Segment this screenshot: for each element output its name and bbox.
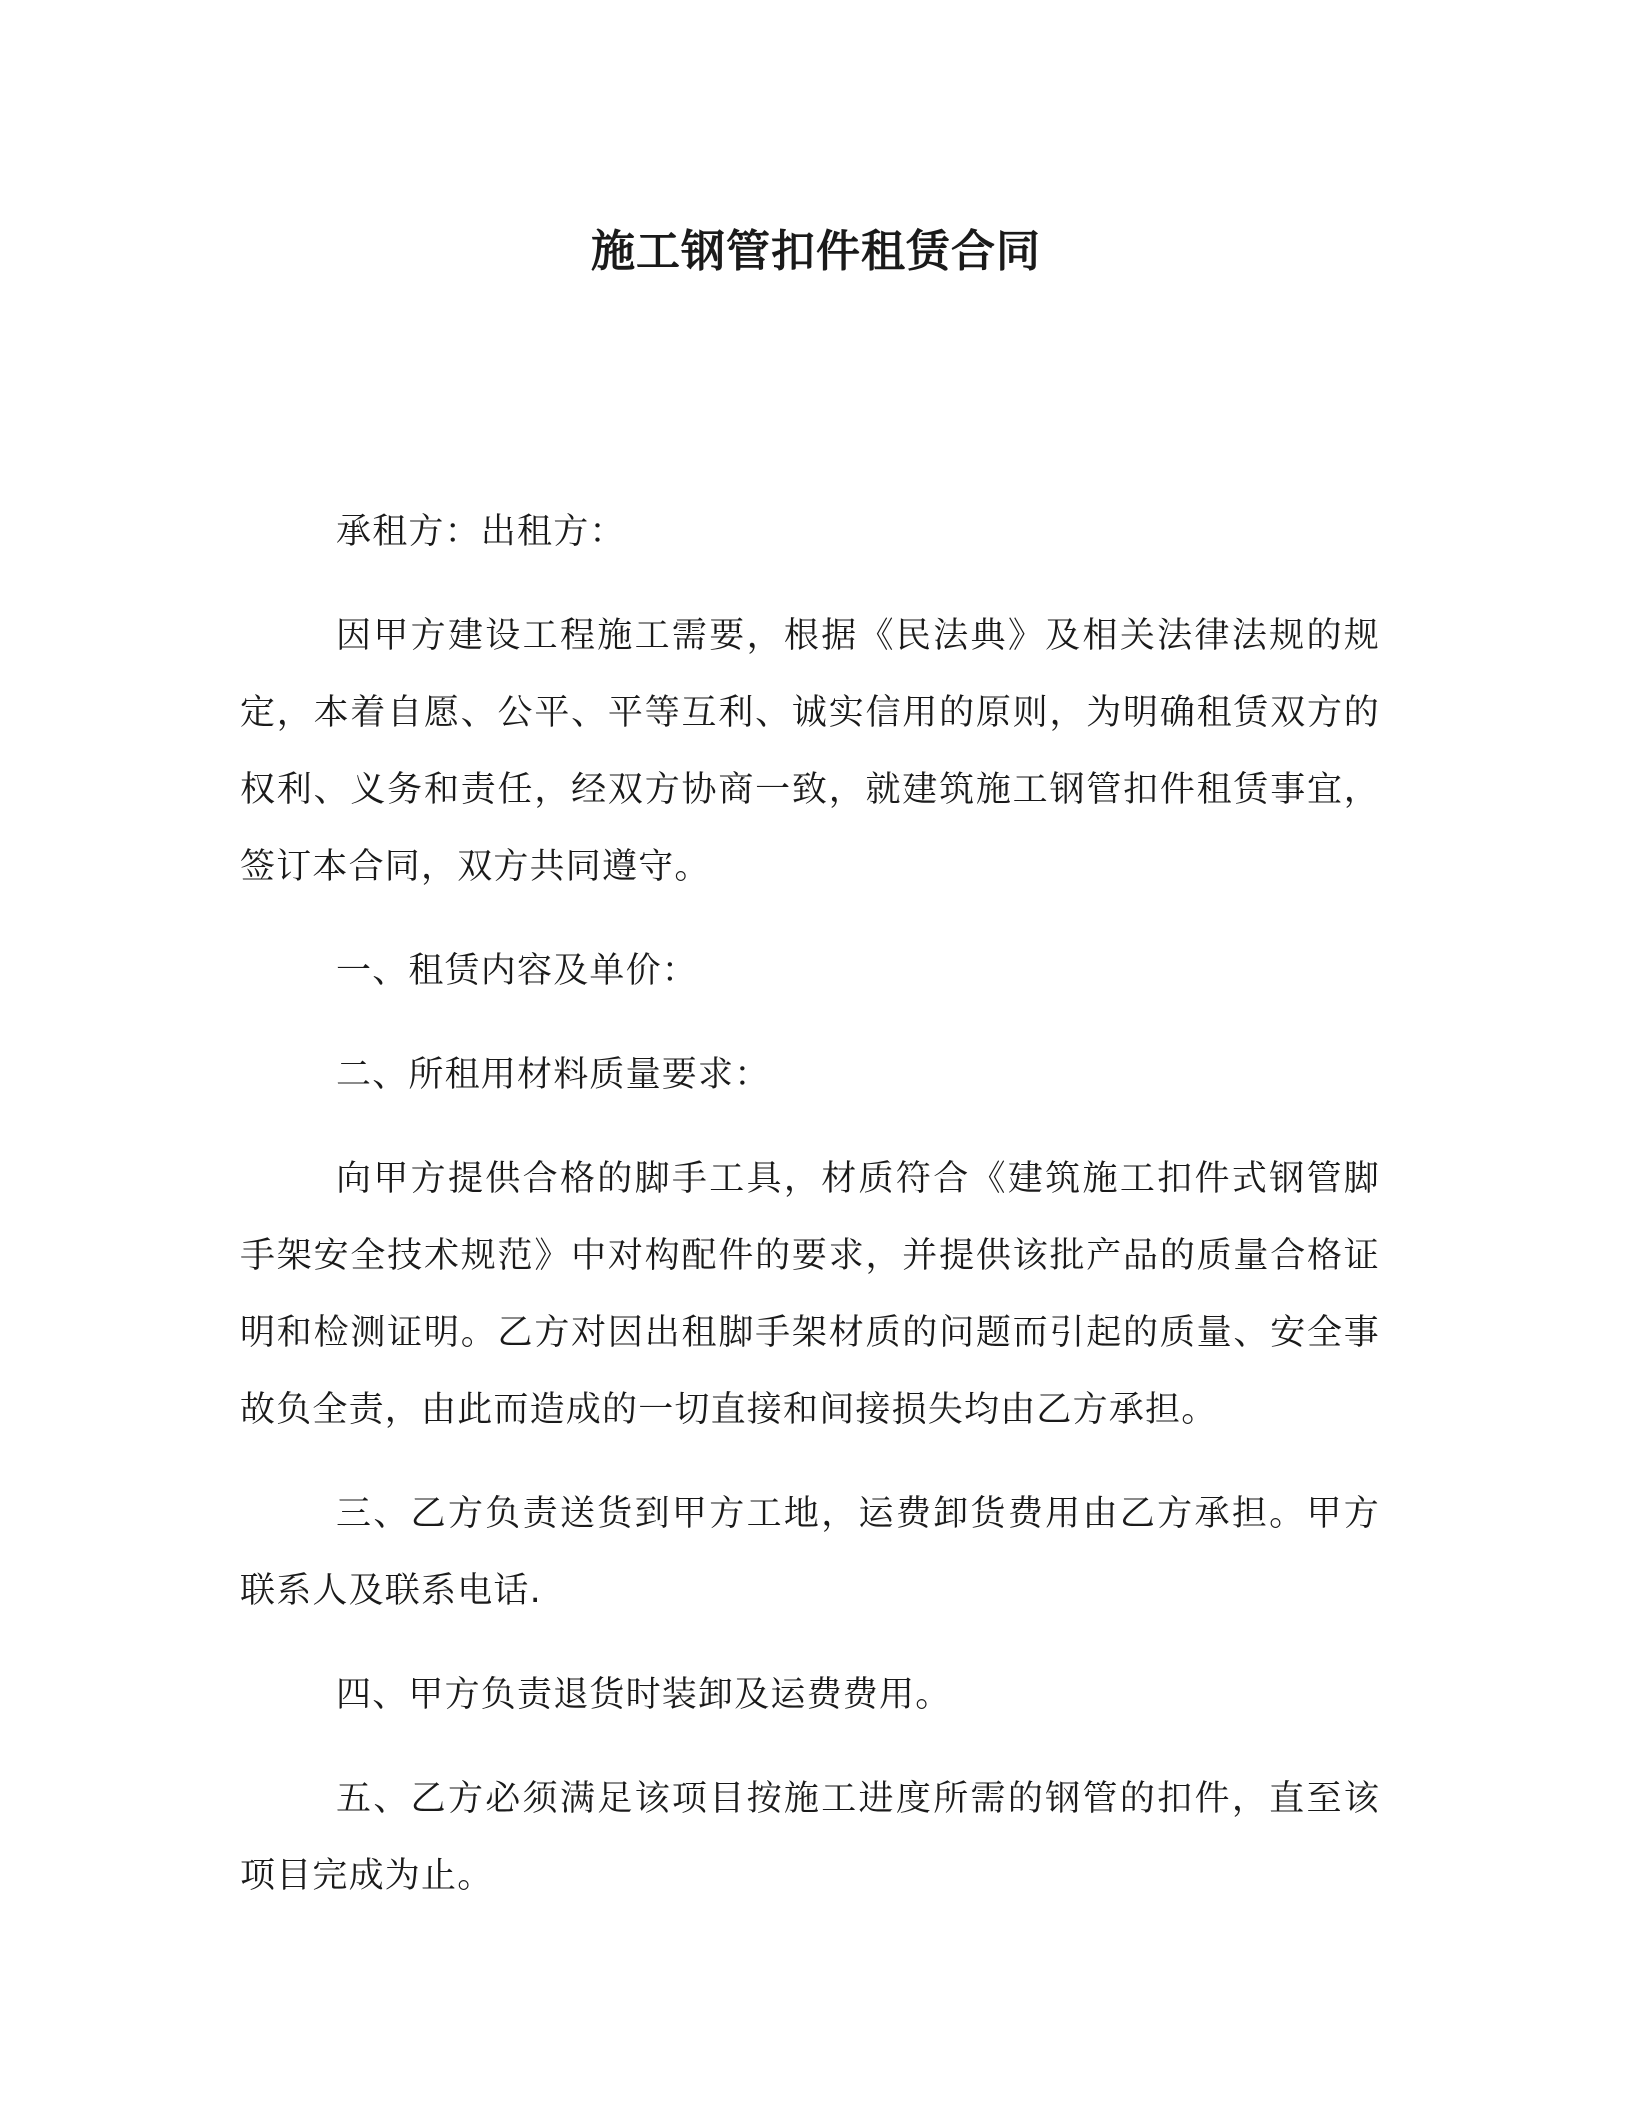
parties-line: 承租方：出租方： (336, 512, 626, 552)
clause-1-heading: 一、租赁内容及单价： (336, 951, 699, 991)
document-title: 施工钢管扣件租赁合同 (591, 226, 1041, 277)
clause-3-paragraph: 三、乙方负责送货到甲方工地，运费卸货费用由乙方承担。甲方联系人及联系电话. (240, 1494, 1380, 1611)
document-body (240, 494, 1380, 1942)
clause-5-paragraph: 五、乙方必须满足该项目按施工进度所需的钢管的扣件，直至该项目完成为止。 (240, 1779, 1380, 1896)
preamble-paragraph: 因甲方建设工程施工需要，根据《民法典》及相关法律法规的规定，本着自愿、公平、平等互利、诚实信用的原则，为明确租赁双方的权利、义务和责任，经双方协商一致，就建筑施工钢管扣件租赁事宜，签订本合同，双方共同遵守。 (240, 616, 1380, 887)
clause-4-paragraph: 四、甲方负责退货时装卸及运费费用。 (336, 1675, 952, 1715)
clause-2-paragraph: 向甲方提供合格的脚手工具，材质符合《建筑施工扣件式钢管脚手架安全技术规范》中对构配件的要求，并提供该批产品的质量合格证明和检测证明。乙方对因出租脚手架材质的问题而引起的质量、安全事故负全责，由此而造成的一切直接和间接损失均由乙方承担。 (240, 1159, 1380, 1430)
clause-2-heading: 二、所租用材料质量要求： (336, 1055, 771, 1095)
